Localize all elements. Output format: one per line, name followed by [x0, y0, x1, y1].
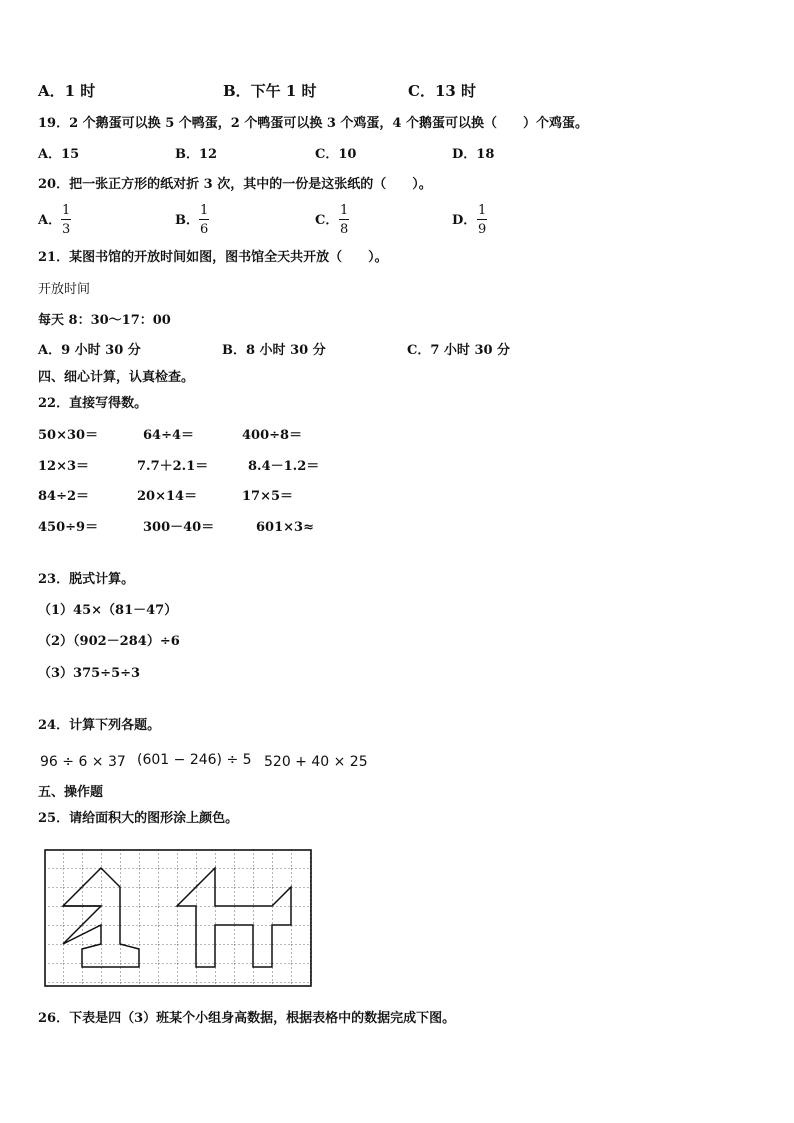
q20-option-b-label: B． [175, 213, 199, 228]
q22-stem: 22．直接写得数。 [38, 396, 148, 411]
q22-cell: 84÷2＝ [38, 489, 90, 504]
fraction-bar [477, 219, 487, 220]
q21-option-b: B．8 小时 30 分 [222, 343, 326, 358]
q24-expr-3: 520 + 40 × 25 [264, 754, 368, 770]
fraction-denominator: 6 [200, 222, 209, 237]
q20-option-d-fraction [476, 203, 488, 237]
section5-heading: 五、操作题 [38, 785, 104, 800]
q22-cell: 400÷8＝ [242, 428, 303, 443]
fraction-bar [339, 219, 349, 220]
q20-stem: 20．把一张正方形的纸对折 3 次，其中的一份是这张纸的（ ）。 [38, 177, 432, 192]
fraction-denominator: 9 [478, 222, 487, 237]
q20-option-b-fraction [198, 203, 210, 237]
grid-diagram [44, 849, 314, 989]
fraction-bar [61, 219, 71, 220]
q22-cell: 64÷4＝ [143, 428, 195, 443]
section4-heading: 四、细心计算，认真检查。 [38, 370, 195, 385]
q22-cell: 450÷9＝ [38, 520, 99, 535]
q19-option-b: B．12 [175, 147, 218, 162]
q21-info-time: 每天 8：30～17：00 [38, 313, 171, 328]
fraction-numerator: 1 [478, 203, 487, 218]
q21-stem: 21．某图书馆的开放时间如图，图书馆全天共开放（ ）。 [38, 250, 388, 265]
fraction-numerator: 1 [340, 203, 349, 218]
q22-cell: 12×3＝ [38, 459, 90, 474]
q19-option-d: D．18 [452, 147, 495, 162]
q24-expr-1: 96 ÷ 6 × 37 [40, 754, 126, 770]
q20-option-c-fraction [338, 203, 350, 237]
fraction-numerator: 1 [62, 203, 71, 218]
q22-cell: 300－40＝ [143, 520, 215, 535]
q23-stem: 23．脱式计算。 [38, 572, 135, 587]
fraction-denominator: 3 [62, 222, 71, 237]
q20-option-a-label: A． [38, 213, 62, 228]
q19-option-c: C．10 [315, 147, 357, 162]
q25-stem: 25．请给面积大的图形涂上颜色。 [38, 811, 239, 826]
q22-cell: 8.4－1.2＝ [248, 459, 320, 474]
q23-item-3: （3）375÷5÷3 [38, 666, 141, 681]
q18-option-b: B．下午 1 时 [223, 82, 317, 100]
q21-option-a: A．9 小时 30 分 [38, 343, 141, 358]
q20-option-c-label: C． [315, 213, 339, 228]
dashed-grid [45, 850, 311, 986]
q20-option-d-label: D． [452, 213, 477, 228]
q24-expr-2: (601 − 246) ÷ 5 [137, 752, 252, 768]
q22-cell: 17×5＝ [242, 489, 294, 504]
q18-option-a: A．1 时 [38, 82, 96, 100]
q21-option-c: C．7 小时 30 分 [407, 343, 511, 358]
q22-cell: 50×30＝ [38, 428, 99, 443]
q26-stem: 26．下表是四（3）班某个小组身高数据，根据表格中的数据完成下图。 [38, 1011, 456, 1026]
fraction-bar [199, 219, 209, 220]
q19-stem: 19．2 个鹅蛋可以换 5 个鸭蛋，2 个鸭蛋可以换 3 个鸡蛋，4 个鹅蛋可以换（ ）个鸡蛋。 [38, 116, 588, 131]
q23-item-2: （2）（902－284）÷6 [38, 634, 180, 649]
q21-info-title: 开放时间 [38, 282, 91, 297]
q18-option-c: C．13 时 [408, 82, 477, 100]
q19-option-a: A．15 [38, 147, 80, 162]
q23-item-1: （1）45×（81－47） [38, 603, 178, 618]
q22-cell: 7.7＋2.1＝ [137, 459, 209, 474]
fraction-numerator: 1 [200, 203, 209, 218]
q20-option-a-fraction [60, 203, 72, 237]
q25-grid-figure [44, 849, 314, 993]
q22-cell: 20×14＝ [137, 489, 198, 504]
q22-cell: 601×3≈ [256, 520, 314, 535]
fraction-denominator: 8 [340, 222, 349, 237]
q24-stem: 24．计算下列各题。 [38, 718, 161, 733]
